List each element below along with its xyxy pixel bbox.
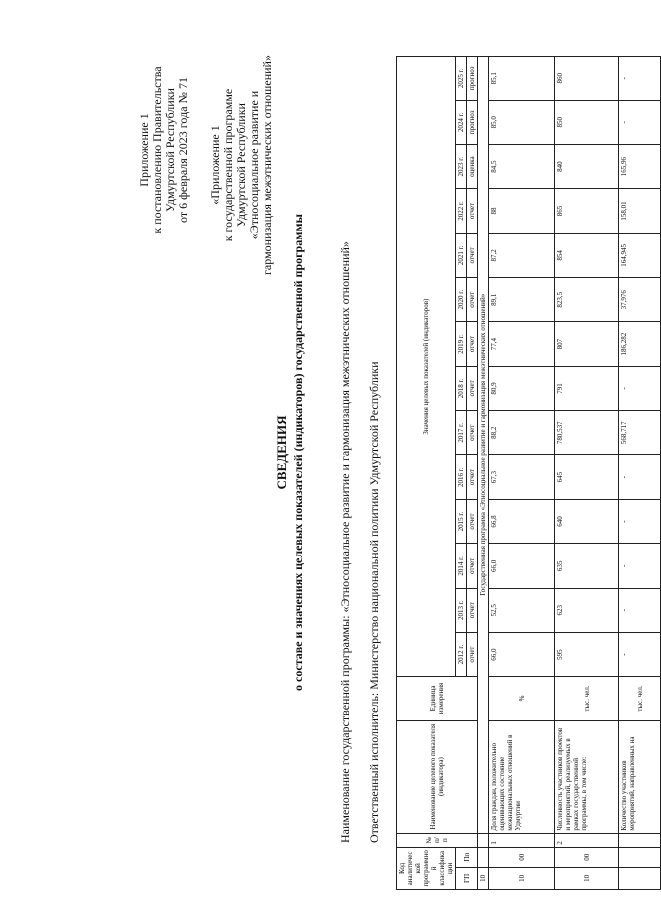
value-cell: 85,0 (489, 100, 555, 144)
year-header: 2025 г. (456, 57, 467, 101)
value-cell: 37,976 (619, 278, 661, 322)
appendix-1-line-1: Приложение 1 (137, 113, 151, 187)
gp-header: ГП (456, 867, 478, 889)
value-cell: 80,9 (489, 366, 555, 410)
year-header: 2017 г. (456, 411, 467, 455)
value-cell: 635 (555, 544, 619, 588)
status-header: оценка (467, 144, 478, 188)
value-cell: 186,282 (619, 322, 661, 366)
value-cell: - (619, 366, 661, 410)
value-cell: 67,3 (489, 455, 555, 499)
appendix-1-line-4: от 6 февраля 2023 года № 71 (176, 77, 190, 223)
appendix-2-line-4: «Этносоциальное развитие и (247, 90, 261, 240)
unit-cell: тыс. чел. (619, 677, 661, 720)
appendix-2-line-3: Удмуртской Республики (234, 103, 248, 227)
value-cell: 88,2 (489, 411, 555, 455)
value-cell: 85,1 (489, 57, 555, 101)
unit-header: Единица измерения (397, 677, 478, 720)
value-cell: 823,5 (555, 278, 619, 322)
value-cell: 158,01 (619, 189, 661, 233)
status-header: отчет (467, 411, 478, 455)
table-header-row-1 (397, 57, 456, 890)
code-group-header: Код аналитической программной классификации (397, 847, 456, 889)
status-header: отчет (467, 278, 478, 322)
value-cell: 568,717 (619, 411, 661, 455)
document-title: СВЕДЕНИЯ (274, 415, 289, 490)
year-header: 2024 г. (456, 100, 467, 144)
number-cell: 2 (555, 833, 619, 847)
value-cell: 645 (555, 455, 619, 499)
gp-cell: 10 (555, 867, 619, 889)
indicators-table (396, 56, 661, 890)
number-cell (619, 833, 661, 847)
year-header: 2018 г. (456, 366, 467, 410)
value-cell: 66,8 (489, 499, 555, 543)
value-cell: 840 (555, 144, 619, 188)
year-header: 2014 г. (456, 544, 467, 588)
value-cell: 640 (555, 499, 619, 543)
appendix-1-line-2: к постановлению Правительства (150, 66, 164, 234)
value-cell: - (619, 57, 661, 101)
value-cell: 807 (555, 322, 619, 366)
indicator-name-cell: Количество участников мероприятий, направленных на (619, 720, 661, 833)
table-row (555, 57, 619, 890)
indicator-name-cell: Доля граждан, положительно оценивающих состояние межнациональных отношений в Удмуртии (489, 720, 555, 833)
year-header: 2021 г. (456, 233, 467, 277)
year-header: 2013 г. (456, 588, 467, 632)
value-cell: 623 (555, 588, 619, 632)
value-cell: 165,96 (619, 144, 661, 188)
value-cell: 52,5 (489, 588, 555, 632)
section-gp-cell: 10 (478, 867, 489, 889)
status-header: прогноз (467, 100, 478, 144)
values-group-header: Значения целевых показателей (индикаторов) (397, 57, 456, 677)
status-header: отчет (467, 632, 478, 676)
program-name-line: Наименование государственной программы: «Этносоциальное развитие и гармонизация межэтнических отношений» (338, 241, 352, 843)
executor-line: Ответственный исполнитель: Министерство национальной политики Удмуртской Республики (367, 361, 381, 843)
value-cell: - (619, 100, 661, 144)
gp-cell (619, 867, 661, 889)
value-cell: 791 (555, 366, 619, 410)
year-header: 2020 г. (456, 278, 467, 322)
number-header: № п/п (397, 833, 478, 847)
year-header: 2023 г. (456, 144, 467, 188)
indicator-name-cell: Численность участников проектов и мероприятий, реализуемых в рамках государственной программы, в том числе: (555, 720, 619, 833)
unit-cell: тыс. чел. (555, 677, 619, 720)
pp-cell (619, 847, 661, 867)
status-header: отчет (467, 189, 478, 233)
value-cell: 164,945 (619, 233, 661, 277)
status-header: отчет (467, 455, 478, 499)
appendix-2-header (209, 30, 274, 300)
status-header: отчет (467, 233, 478, 277)
value-cell: 780,537 (555, 411, 619, 455)
status-header: отчет (467, 366, 478, 410)
value-cell: 84,5 (489, 144, 555, 188)
value-cell: 66,0 (489, 632, 555, 676)
gp-cell: 10 (489, 867, 555, 889)
value-cell: 87,2 (489, 233, 555, 277)
indicator-name-header: Наименование целевого показателя (индикатора) (397, 720, 478, 833)
value-cell: 860 (555, 57, 619, 101)
year-header: 2015 г. (456, 499, 467, 543)
number-cell: 1 (489, 833, 555, 847)
value-cell: 88 (489, 189, 555, 233)
value-cell: 89,1 (489, 278, 555, 322)
pp-cell: 00 (555, 847, 619, 867)
value-cell: - (619, 499, 661, 543)
appendix-1-header (138, 30, 190, 270)
value-cell: 66,0 (489, 544, 555, 588)
appendix-2-line-1: «Приложение 1 (208, 125, 222, 205)
value-cell: - (619, 455, 661, 499)
year-header: 2019 г. (456, 322, 467, 366)
table-row (489, 57, 555, 890)
value-cell: 865 (555, 189, 619, 233)
value-cell: - (619, 588, 661, 632)
pp-header: Пп (456, 847, 478, 867)
table-section-row (478, 57, 489, 890)
pp-cell: 00 (489, 847, 555, 867)
status-header: отчет (467, 544, 478, 588)
value-cell: 77,4 (489, 322, 555, 366)
status-header: прогноз (467, 57, 478, 101)
section-empty-cell (478, 847, 489, 867)
year-header: 2022 г. (456, 189, 467, 233)
status-header: отчет (467, 588, 478, 632)
year-header: 2016 г. (456, 455, 467, 499)
value-cell: 595 (555, 632, 619, 676)
value-cell: 850 (555, 100, 619, 144)
unit-cell: % (489, 677, 555, 720)
value-cell: - (619, 544, 661, 588)
status-header: отчет (467, 499, 478, 543)
table-row (619, 57, 661, 890)
value-cell: - (619, 632, 661, 676)
appendix-2-line-5: гармонизация межэтнических отношений» (260, 55, 274, 275)
appendix-1-line-3: Удмуртской Республики (163, 88, 177, 212)
section-empty-cell (478, 833, 489, 847)
appendix-2-line-2: к государственной программе (221, 88, 235, 242)
document-subtitle: о составе и значениях целевых показателей (индикаторов) государственной программы (291, 214, 305, 691)
section-title-cell: Государственная программа «Этносоциальное развитие и гармонизация межэтнических отношений» (478, 57, 489, 834)
year-header: 2012 г. (456, 632, 467, 676)
value-cell: 854 (555, 233, 619, 277)
status-header: отчет (467, 322, 478, 366)
